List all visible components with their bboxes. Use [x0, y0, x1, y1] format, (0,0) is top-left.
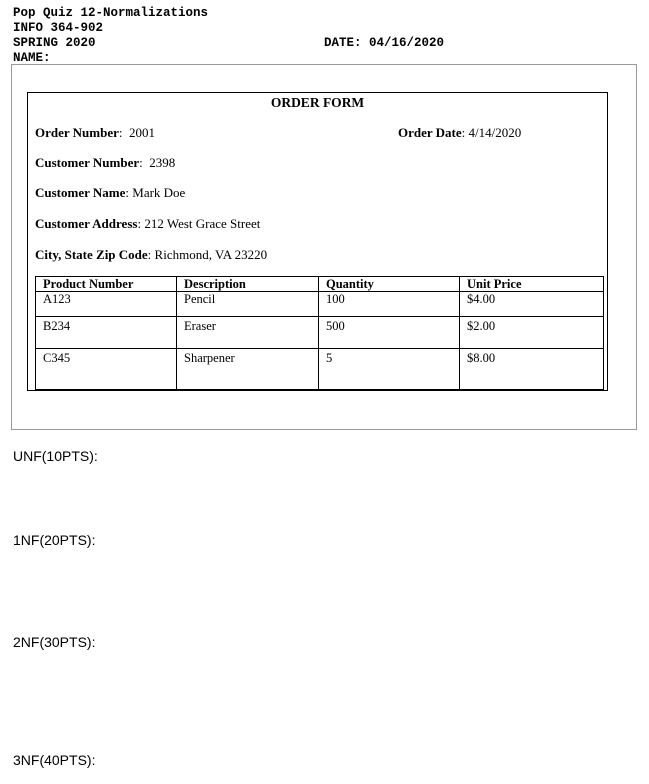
table-cell: A123	[36, 292, 177, 317]
order-form-title: ORDER FORM	[270, 95, 365, 110]
name-label: NAME:	[13, 51, 51, 65]
3nf-section-label: 3NF(40PTS):	[13, 752, 96, 768]
2nf-section-label: 2NF(30PTS):	[13, 634, 96, 650]
table-cell: 500	[319, 317, 460, 349]
order-number-field: Order Number: 2001	[35, 125, 156, 140]
1nf-section-label: 1NF(20PTS):	[13, 532, 96, 548]
course-code: INFO 364-902	[13, 21, 104, 35]
column-header: Unit Price	[460, 277, 604, 292]
table-cell: $8.00	[460, 349, 604, 390]
city-state-zip-field: City, State Zip Code: Richmond, VA 23220	[35, 247, 268, 262]
customer-address-value: 212 West Grace Street	[144, 216, 261, 231]
customer-address-field: Customer Address: 212 West Grace Street	[35, 216, 261, 231]
customer-name-value: Mark Doe	[132, 185, 186, 200]
city-state-zip-value: Richmond, VA 23220	[154, 247, 268, 262]
table-row	[36, 292, 604, 317]
table-cell: Eraser	[177, 317, 319, 349]
quiz-date: DATE: 04/16/2020	[324, 36, 445, 50]
unf-section-label: UNF(10PTS):	[13, 448, 98, 464]
customer-number-value: 2398	[149, 155, 176, 170]
order-number-value: 2001	[129, 125, 156, 140]
term: SPRING 2020	[13, 36, 96, 50]
customer-name-field: Customer Name: Mark Doe	[35, 185, 186, 200]
order-items-table	[35, 276, 604, 390]
table-header-row	[36, 277, 604, 292]
order-number-label: Order Number	[35, 125, 119, 140]
table-row	[36, 317, 604, 349]
table-cell: 5	[319, 349, 460, 390]
column-header: Description	[177, 277, 319, 292]
customer-name-label: Customer Name	[35, 185, 126, 200]
table-cell: Sharpener	[177, 349, 319, 390]
order-date-field: Order Date: 4/14/2020	[398, 125, 522, 140]
column-header: Quantity	[319, 277, 460, 292]
customer-number-field: Customer Number: 2398	[35, 155, 176, 170]
table-row	[36, 349, 604, 390]
table-cell: $2.00	[460, 317, 604, 349]
table-cell: $4.00	[460, 292, 604, 317]
city-state-zip-label: City, State Zip Code	[35, 247, 148, 262]
table-cell: B234	[36, 317, 177, 349]
table-cell: C345	[36, 349, 177, 390]
customer-number-label: Customer Number	[35, 155, 140, 170]
order-date-label: Order Date	[398, 125, 462, 140]
table-cell: 100	[319, 292, 460, 317]
order-form	[27, 92, 608, 391]
column-header: Product Number	[36, 277, 177, 292]
customer-address-label: Customer Address	[35, 216, 138, 231]
order-date-value: 4/14/2020	[468, 125, 522, 140]
table-cell: Pencil	[177, 292, 319, 317]
quiz-title: Pop Quiz 12-Normalizations	[13, 6, 209, 20]
